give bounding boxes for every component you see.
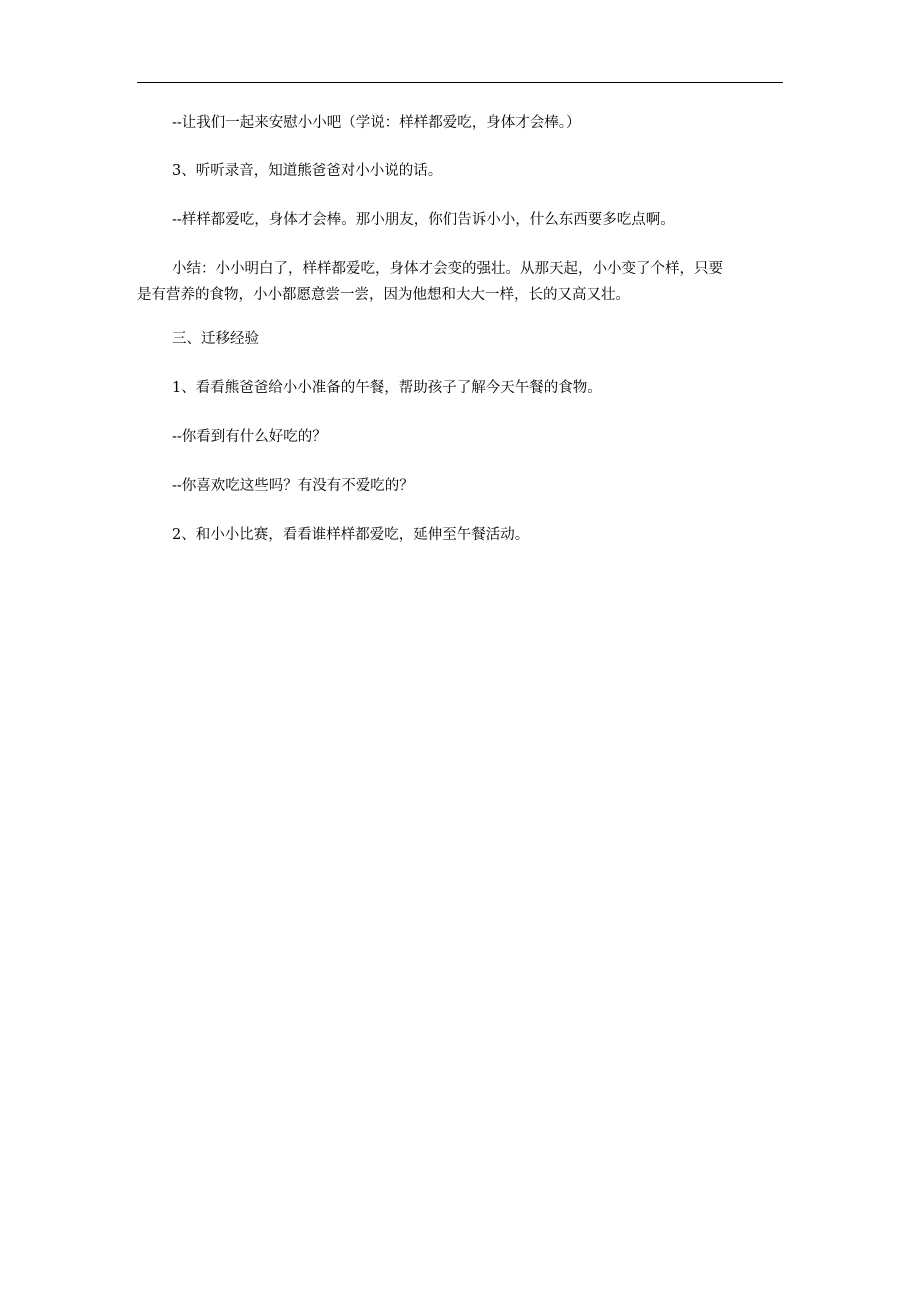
paragraph-question-food: --你看到有什么好吃的？ bbox=[172, 429, 327, 445]
paragraph-eat-everything: --样样都爱吃，身体才会棒。那小朋友，你们告诉小小，什么东西要多吃点啊。 bbox=[172, 212, 675, 228]
header-rule bbox=[137, 82, 783, 83]
paragraph-question-like: --你喜欢吃这些吗？有没有不爱吃的？ bbox=[172, 478, 414, 494]
paragraph-listen-recording: 3、听听录音，知道熊爸爸对小小说的话。 bbox=[172, 163, 443, 179]
paragraph-summary bbox=[137, 256, 783, 308]
paragraph-comfort: --让我们一起来安慰小小吧（学说：样样都爱吃，身体才会棒。） bbox=[172, 115, 581, 131]
section-heading-transfer: 三、迁移经验 bbox=[172, 331, 259, 347]
paragraph-lunch: 1、看看熊爸爸给小小准备的午餐，帮助孩子了解今天午餐的食物。 bbox=[172, 380, 602, 396]
paragraph-competition: 2、和小小比赛，看看谁样样都爱吃，延伸至午餐活动。 bbox=[172, 527, 530, 543]
summary-line-1: 小结：小小明白了，样样都爱吃，身体才会变的强壮。从那天起，小小变了个样，只要 bbox=[172, 261, 723, 277]
summary-line-2: 是有营养的食物，小小都愿意尝一尝，因为他想和大大一样，长的又高又壮。 bbox=[137, 287, 630, 303]
